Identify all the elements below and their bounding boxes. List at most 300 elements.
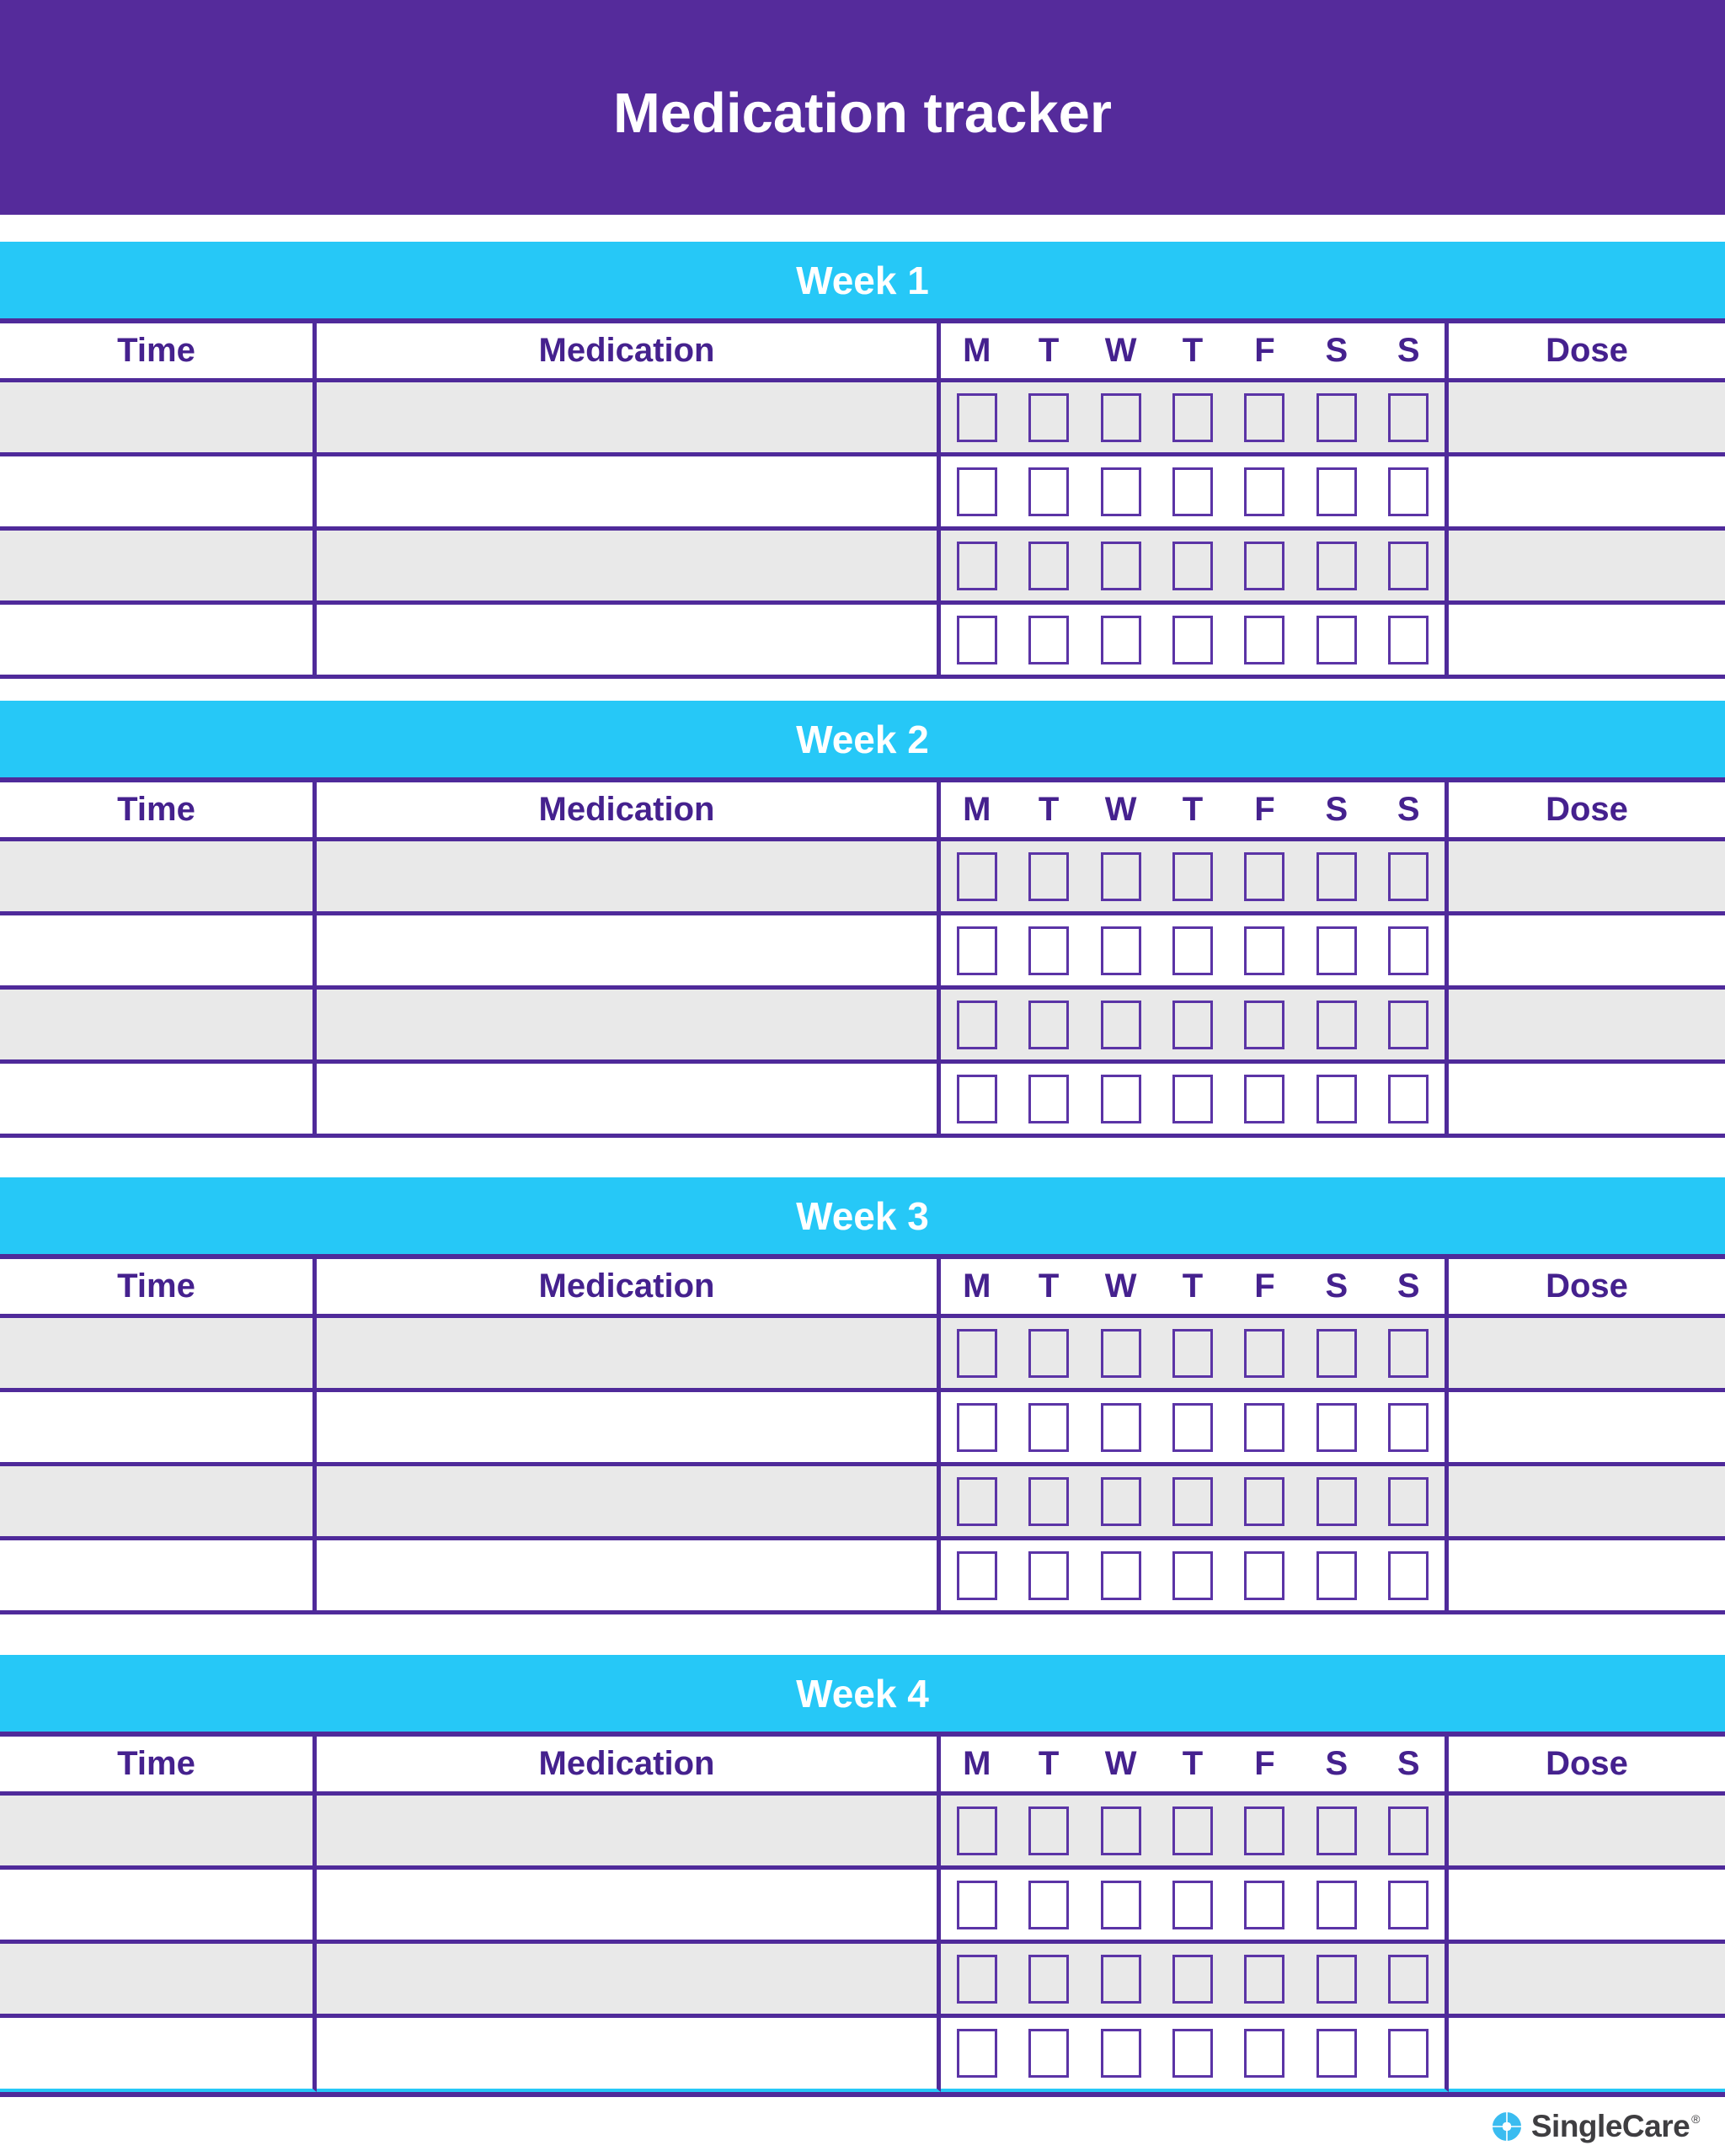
day-checkbox[interactable] xyxy=(1101,1001,1141,1049)
day-checkbox[interactable] xyxy=(1388,393,1429,442)
medication-cell[interactable] xyxy=(317,841,941,915)
day-checkbox[interactable] xyxy=(1244,467,1284,516)
medication-cell[interactable] xyxy=(317,1392,941,1466)
day-checkbox[interactable] xyxy=(1244,926,1284,975)
day-checkbox-cell xyxy=(1012,1477,1084,1526)
day-header: F xyxy=(1254,332,1275,369)
day-checkbox[interactable] xyxy=(1316,1477,1357,1526)
day-checkbox[interactable] xyxy=(1172,542,1213,590)
day-header: S xyxy=(1325,332,1348,369)
day-checkbox[interactable] xyxy=(957,926,997,975)
day-checkbox[interactable] xyxy=(1172,1955,1213,2004)
day-checkbox[interactable] xyxy=(1101,1551,1141,1600)
day-checkbox[interactable] xyxy=(1101,393,1141,442)
day-checkbox[interactable] xyxy=(1172,467,1213,516)
time-cell[interactable] xyxy=(0,915,317,990)
col-header-medication: Medication xyxy=(317,1737,941,1796)
day-checkbox[interactable] xyxy=(1028,926,1069,975)
day-checkbox[interactable] xyxy=(1316,1001,1357,1049)
day-checkbox-cell xyxy=(1012,1551,1084,1600)
day-checkbox[interactable] xyxy=(957,852,997,901)
medication-cell[interactable] xyxy=(317,1318,941,1392)
table-header-row xyxy=(0,1737,1725,1796)
day-checkbox-cell xyxy=(1229,926,1300,975)
day-checkbox-group xyxy=(941,1870,1449,1944)
day-checkbox[interactable] xyxy=(1028,1329,1069,1378)
day-checkbox[interactable] xyxy=(1172,1075,1213,1123)
day-checkbox[interactable] xyxy=(957,467,997,516)
day-header: S xyxy=(1325,1267,1348,1305)
day-checkbox[interactable] xyxy=(1244,616,1284,664)
day-checkbox-cell xyxy=(1373,1551,1445,1600)
day-checkbox[interactable] xyxy=(1316,1329,1357,1378)
day-checkbox-cell xyxy=(941,542,1012,590)
dose-cell[interactable] xyxy=(1449,456,1725,531)
day-checkbox[interactable] xyxy=(1172,1001,1213,1049)
day-checkbox-cell xyxy=(941,2029,1012,2078)
medication-cell[interactable] xyxy=(317,1870,941,1944)
day-checkbox[interactable] xyxy=(1028,852,1069,901)
medication-cell[interactable] xyxy=(317,456,941,531)
day-checkbox[interactable] xyxy=(1244,1806,1284,1855)
col-header-days xyxy=(941,782,1449,841)
day-checkbox-cell xyxy=(1156,852,1228,901)
time-cell[interactable] xyxy=(0,1796,317,1870)
day-checkbox[interactable] xyxy=(1172,1551,1213,1600)
day-checkbox-group xyxy=(941,1944,1449,2018)
week-banner-label: Week 2 xyxy=(0,701,1725,777)
day-checkbox-cell xyxy=(1229,852,1300,901)
medication-cell[interactable] xyxy=(317,1944,941,2018)
day-checkbox[interactable] xyxy=(1101,1806,1141,1855)
day-checkbox[interactable] xyxy=(1316,2029,1357,2078)
day-checkbox[interactable] xyxy=(1388,542,1429,590)
col-header-days xyxy=(941,323,1449,382)
day-checkbox-cell xyxy=(1012,1075,1084,1123)
day-checkbox[interactable] xyxy=(957,1551,997,1600)
day-checkbox-cell xyxy=(1156,1329,1228,1378)
day-checkbox-cell xyxy=(1229,1881,1300,1929)
day-checkbox[interactable] xyxy=(1316,542,1357,590)
brand-text: SingleCare xyxy=(1530,2109,1690,2143)
day-checkbox-cell xyxy=(1085,542,1156,590)
day-checkbox[interactable] xyxy=(1244,1329,1284,1378)
time-cell[interactable] xyxy=(0,1064,317,1138)
day-checkbox[interactable] xyxy=(1316,393,1357,442)
day-checkbox[interactable] xyxy=(1101,852,1141,901)
day-checkbox[interactable] xyxy=(1244,1075,1284,1123)
day-checkbox-group xyxy=(941,915,1449,990)
day-checkbox-cell xyxy=(941,393,1012,442)
day-checkbox[interactable] xyxy=(1244,393,1284,442)
day-header: S xyxy=(1397,332,1420,369)
day-checkbox-cell xyxy=(1085,926,1156,975)
day-checkbox-cell xyxy=(1229,2029,1300,2078)
day-checkbox-cell xyxy=(1156,1551,1228,1600)
day-checkbox[interactable] xyxy=(1101,1075,1141,1123)
day-checkbox[interactable] xyxy=(1388,1551,1429,1600)
table-row xyxy=(0,990,1725,1064)
day-checkbox[interactable] xyxy=(1028,2029,1069,2078)
dose-cell[interactable] xyxy=(1449,1944,1725,2018)
day-checkbox-cell xyxy=(1156,1955,1228,2004)
day-header: W xyxy=(1104,1267,1137,1305)
day-header: T xyxy=(1182,791,1204,828)
day-checkbox-cell xyxy=(1156,1881,1228,1929)
day-header: S xyxy=(1397,1267,1420,1305)
day-checkbox[interactable] xyxy=(1316,926,1357,975)
medication-table xyxy=(0,318,1725,679)
col-header-dose: Dose xyxy=(1449,1737,1725,1796)
medication-cell[interactable] xyxy=(317,1796,941,1870)
day-checkbox[interactable] xyxy=(1028,1001,1069,1049)
day-header: T xyxy=(1182,1267,1204,1305)
singlecare-clover-icon xyxy=(1491,2111,1523,2143)
day-checkbox[interactable] xyxy=(1316,1881,1357,1929)
table-row xyxy=(0,1796,1725,1870)
week-banner-label: Week 3 xyxy=(0,1177,1725,1254)
day-checkbox-cell xyxy=(1012,1881,1084,1929)
day-checkbox-cell xyxy=(1012,1806,1084,1855)
day-checkbox-cell xyxy=(1156,467,1228,516)
medication-cell[interactable] xyxy=(317,382,941,456)
col-header-medication: Medication xyxy=(317,323,941,382)
day-checkbox[interactable] xyxy=(957,1403,997,1452)
day-checkbox-cell xyxy=(1085,1551,1156,1600)
day-checkbox[interactable] xyxy=(1388,1075,1429,1123)
day-checkbox[interactable] xyxy=(1388,1881,1429,1929)
dose-cell[interactable] xyxy=(1449,841,1725,915)
day-checkbox[interactable] xyxy=(1244,1001,1284,1049)
day-checkbox-cell xyxy=(1300,2029,1372,2078)
day-checkbox-cell xyxy=(1229,467,1300,516)
time-cell[interactable] xyxy=(0,456,317,531)
day-checkbox[interactable] xyxy=(957,1881,997,1929)
day-checkbox-cell xyxy=(1300,926,1372,975)
day-header: S xyxy=(1325,791,1348,828)
day-checkbox[interactable] xyxy=(1244,542,1284,590)
day-checkbox[interactable] xyxy=(1388,1477,1429,1526)
day-header: S xyxy=(1325,1745,1348,1782)
day-checkbox-cell xyxy=(1229,1075,1300,1123)
day-checkbox[interactable] xyxy=(1028,1806,1069,1855)
day-checkbox[interactable] xyxy=(957,616,997,664)
table-row xyxy=(0,382,1725,456)
day-checkbox-cell xyxy=(1156,926,1228,975)
day-checkbox[interactable] xyxy=(1101,542,1141,590)
dose-cell[interactable] xyxy=(1449,531,1725,605)
day-checkbox-cell xyxy=(1373,1001,1445,1049)
day-checkbox[interactable] xyxy=(1316,467,1357,516)
time-cell[interactable] xyxy=(0,1392,317,1466)
day-checkbox[interactable] xyxy=(957,1329,997,1378)
dose-cell[interactable] xyxy=(1449,1540,1725,1614)
day-header: W xyxy=(1104,791,1137,828)
day-checkbox-cell xyxy=(1156,1075,1228,1123)
day-checkbox[interactable] xyxy=(957,393,997,442)
day-checkbox[interactable] xyxy=(1388,1806,1429,1855)
time-cell[interactable] xyxy=(0,1944,317,2018)
col-header-time: Time xyxy=(0,1259,317,1318)
day-checkbox[interactable] xyxy=(1316,1551,1357,1600)
dose-cell[interactable] xyxy=(1449,605,1725,679)
footer xyxy=(0,2097,1725,2156)
day-checkbox-cell xyxy=(1156,1477,1228,1526)
day-checkbox-cell xyxy=(1373,467,1445,516)
day-checkbox-group xyxy=(941,841,1449,915)
day-checkbox[interactable] xyxy=(1101,1403,1141,1452)
day-checkbox-cell xyxy=(1300,1329,1372,1378)
day-checkbox-cell xyxy=(941,1001,1012,1049)
time-cell[interactable] xyxy=(0,531,317,605)
medication-cell[interactable] xyxy=(317,531,941,605)
week-section-1 xyxy=(0,242,1725,679)
day-checkbox[interactable] xyxy=(1172,2029,1213,2078)
time-cell[interactable] xyxy=(0,1466,317,1540)
day-checkbox-cell xyxy=(1373,1955,1445,2004)
time-cell[interactable] xyxy=(0,990,317,1064)
day-checkbox-cell xyxy=(1229,616,1300,664)
day-checkbox[interactable] xyxy=(1101,616,1141,664)
col-header-time: Time xyxy=(0,1737,317,1796)
day-checkbox-cell xyxy=(941,926,1012,975)
table-header-row xyxy=(0,1259,1725,1318)
col-header-medication: Medication xyxy=(317,1259,941,1318)
day-checkbox[interactable] xyxy=(1172,616,1213,664)
day-checkbox[interactable] xyxy=(957,1477,997,1526)
day-checkbox[interactable] xyxy=(1101,1955,1141,2004)
dose-cell[interactable] xyxy=(1449,382,1725,456)
day-checkbox[interactable] xyxy=(1316,1403,1357,1452)
col-header-medication: Medication xyxy=(317,782,941,841)
day-header: M xyxy=(963,1745,991,1782)
day-header: T xyxy=(1182,332,1204,369)
day-checkbox[interactable] xyxy=(1388,1403,1429,1452)
medication-table xyxy=(0,1732,1725,2097)
day-checkbox-cell xyxy=(1373,1075,1445,1123)
day-checkbox[interactable] xyxy=(1028,1955,1069,2004)
dose-cell[interactable] xyxy=(1449,990,1725,1064)
day-checkbox-cell xyxy=(1229,1551,1300,1600)
day-checkbox[interactable] xyxy=(1028,1477,1069,1526)
day-header: S xyxy=(1397,1745,1420,1782)
day-checkbox-cell xyxy=(941,1806,1012,1855)
day-checkbox-cell xyxy=(941,1329,1012,1378)
day-checkbox-group xyxy=(941,1540,1449,1614)
day-checkbox[interactable] xyxy=(1028,393,1069,442)
day-checkbox[interactable] xyxy=(1172,1806,1213,1855)
day-checkbox[interactable] xyxy=(1172,926,1213,975)
medication-table xyxy=(0,777,1725,1138)
dose-cell[interactable] xyxy=(1449,1796,1725,1870)
time-cell[interactable] xyxy=(0,1540,317,1614)
registered-mark: ® xyxy=(1691,2112,1700,2126)
dose-cell[interactable] xyxy=(1449,1392,1725,1466)
day-checkbox-cell xyxy=(1229,1001,1300,1049)
day-header: S xyxy=(1397,791,1420,828)
col-header-dose: Dose xyxy=(1449,1259,1725,1318)
day-checkbox[interactable] xyxy=(1244,1551,1284,1600)
day-checkbox[interactable] xyxy=(1028,467,1069,516)
table-row xyxy=(0,915,1725,990)
day-checkbox[interactable] xyxy=(1101,926,1141,975)
day-checkbox-cell xyxy=(1300,1075,1372,1123)
day-checkbox[interactable] xyxy=(1244,1403,1284,1452)
medication-cell[interactable] xyxy=(317,1064,941,1138)
week-banner-label: Week 1 xyxy=(0,242,1725,318)
medication-cell[interactable] xyxy=(317,605,941,679)
week-banner-label: Week 4 xyxy=(0,1655,1725,1732)
day-checkbox-cell xyxy=(1373,1329,1445,1378)
day-checkbox[interactable] xyxy=(1101,467,1141,516)
day-header: M xyxy=(963,1267,991,1305)
day-checkbox[interactable] xyxy=(1244,1477,1284,1526)
day-checkbox-cell xyxy=(1229,1806,1300,1855)
day-checkbox[interactable] xyxy=(957,1001,997,1049)
day-checkbox[interactable] xyxy=(1388,1001,1429,1049)
time-cell[interactable] xyxy=(0,2018,317,2092)
day-checkbox[interactable] xyxy=(1316,616,1357,664)
day-checkbox-cell xyxy=(1229,1329,1300,1378)
day-checkbox[interactable] xyxy=(1316,1806,1357,1855)
dose-cell[interactable] xyxy=(1449,1466,1725,1540)
day-checkbox[interactable] xyxy=(1172,1881,1213,1929)
day-checkbox[interactable] xyxy=(1316,852,1357,901)
medication-cell[interactable] xyxy=(317,1466,941,1540)
day-checkbox[interactable] xyxy=(1244,1955,1284,2004)
day-checkbox[interactable] xyxy=(1028,1551,1069,1600)
day-checkbox[interactable] xyxy=(1028,542,1069,590)
table-row xyxy=(0,1944,1725,2018)
day-checkbox-cell xyxy=(941,1403,1012,1452)
day-checkbox-cell xyxy=(1156,1403,1228,1452)
medication-cell[interactable] xyxy=(317,915,941,990)
medication-cell[interactable] xyxy=(317,990,941,1064)
day-checkbox-cell xyxy=(1373,1881,1445,1929)
day-checkbox[interactable] xyxy=(1388,1955,1429,2004)
day-checkbox[interactable] xyxy=(1244,1881,1284,1929)
col-header-dose: Dose xyxy=(1449,323,1725,382)
day-checkbox-cell xyxy=(1373,2029,1445,2078)
day-checkbox[interactable] xyxy=(1028,1403,1069,1452)
day-header: W xyxy=(1104,1745,1137,1782)
day-checkbox-cell xyxy=(941,1881,1012,1929)
day-checkbox-cell xyxy=(1156,616,1228,664)
day-checkbox[interactable] xyxy=(957,1955,997,2004)
day-checkbox-group xyxy=(941,990,1449,1064)
time-cell[interactable] xyxy=(0,1870,317,1944)
day-header: W xyxy=(1104,332,1137,369)
day-checkbox-cell xyxy=(1085,393,1156,442)
day-checkbox[interactable] xyxy=(1101,2029,1141,2078)
day-checkbox-group xyxy=(941,1064,1449,1138)
time-cell[interactable] xyxy=(0,1318,317,1392)
day-checkbox[interactable] xyxy=(1172,1329,1213,1378)
day-checkbox-cell xyxy=(1300,1881,1372,1929)
day-checkbox[interactable] xyxy=(1388,616,1429,664)
medication-cell[interactable] xyxy=(317,2018,941,2092)
day-checkbox-cell xyxy=(1085,1075,1156,1123)
day-checkbox-cell xyxy=(941,616,1012,664)
dose-cell[interactable] xyxy=(1449,1064,1725,1138)
day-checkbox[interactable] xyxy=(1388,2029,1429,2078)
dose-cell[interactable] xyxy=(1449,1318,1725,1392)
day-checkbox-cell xyxy=(1229,393,1300,442)
day-checkbox-cell xyxy=(1373,393,1445,442)
day-checkbox-cell xyxy=(1085,1329,1156,1378)
day-checkbox-cell xyxy=(1300,393,1372,442)
day-checkbox-cell xyxy=(1300,1955,1372,2004)
day-checkbox[interactable] xyxy=(1101,1881,1141,1929)
day-checkbox[interactable] xyxy=(957,2029,997,2078)
table-header-row xyxy=(0,782,1725,841)
day-checkbox[interactable] xyxy=(1101,1477,1141,1526)
day-checkbox[interactable] xyxy=(1172,393,1213,442)
day-checkbox[interactable] xyxy=(1028,616,1069,664)
day-checkbox[interactable] xyxy=(1388,852,1429,901)
time-cell[interactable] xyxy=(0,382,317,456)
day-checkbox-cell xyxy=(1300,1403,1372,1452)
day-checkbox-cell xyxy=(1156,542,1228,590)
day-checkbox-cell xyxy=(1373,1806,1445,1855)
day-header: M xyxy=(963,332,991,369)
day-checkbox[interactable] xyxy=(1388,467,1429,516)
day-checkbox-cell xyxy=(1373,852,1445,901)
day-checkbox-cell xyxy=(1300,852,1372,901)
day-checkbox[interactable] xyxy=(1244,2029,1284,2078)
day-checkbox-cell xyxy=(1085,467,1156,516)
dose-cell[interactable] xyxy=(1449,915,1725,990)
dose-cell[interactable] xyxy=(1449,1870,1725,1944)
medication-table xyxy=(0,1254,1725,1614)
day-checkbox-cell xyxy=(1085,1001,1156,1049)
day-checkbox-group xyxy=(941,1392,1449,1466)
time-cell[interactable] xyxy=(0,605,317,679)
medication-cell[interactable] xyxy=(317,1540,941,1614)
day-checkbox[interactable] xyxy=(1172,852,1213,901)
day-checkbox-cell xyxy=(1012,1329,1084,1378)
day-checkbox[interactable] xyxy=(957,1075,997,1123)
table-row xyxy=(0,1870,1725,1944)
time-cell[interactable] xyxy=(0,841,317,915)
day-checkbox-cell xyxy=(1373,1403,1445,1452)
day-checkbox[interactable] xyxy=(1172,1477,1213,1526)
day-checkbox[interactable] xyxy=(1316,1955,1357,2004)
day-checkbox[interactable] xyxy=(1101,1329,1141,1378)
day-checkbox[interactable] xyxy=(1244,852,1284,901)
day-checkbox[interactable] xyxy=(1316,1075,1357,1123)
day-checkbox-cell xyxy=(1012,616,1084,664)
day-checkbox-cell xyxy=(1085,852,1156,901)
day-checkbox-group xyxy=(941,2018,1449,2092)
table-row xyxy=(0,531,1725,605)
day-checkbox[interactable] xyxy=(957,542,997,590)
day-header: T xyxy=(1038,1745,1060,1782)
day-checkbox-cell xyxy=(1012,393,1084,442)
dose-cell[interactable] xyxy=(1449,2018,1725,2092)
day-checkbox[interactable] xyxy=(1388,1329,1429,1378)
day-checkbox[interactable] xyxy=(1172,1403,1213,1452)
day-checkbox[interactable] xyxy=(1028,1075,1069,1123)
day-checkbox-group xyxy=(941,382,1449,456)
day-checkbox-cell xyxy=(1012,2029,1084,2078)
day-checkbox-cell xyxy=(1012,542,1084,590)
day-checkbox-cell xyxy=(1156,393,1228,442)
day-checkbox[interactable] xyxy=(1388,926,1429,975)
day-checkbox-cell xyxy=(1085,616,1156,664)
day-checkbox[interactable] xyxy=(957,1806,997,1855)
day-checkbox[interactable] xyxy=(1028,1881,1069,1929)
